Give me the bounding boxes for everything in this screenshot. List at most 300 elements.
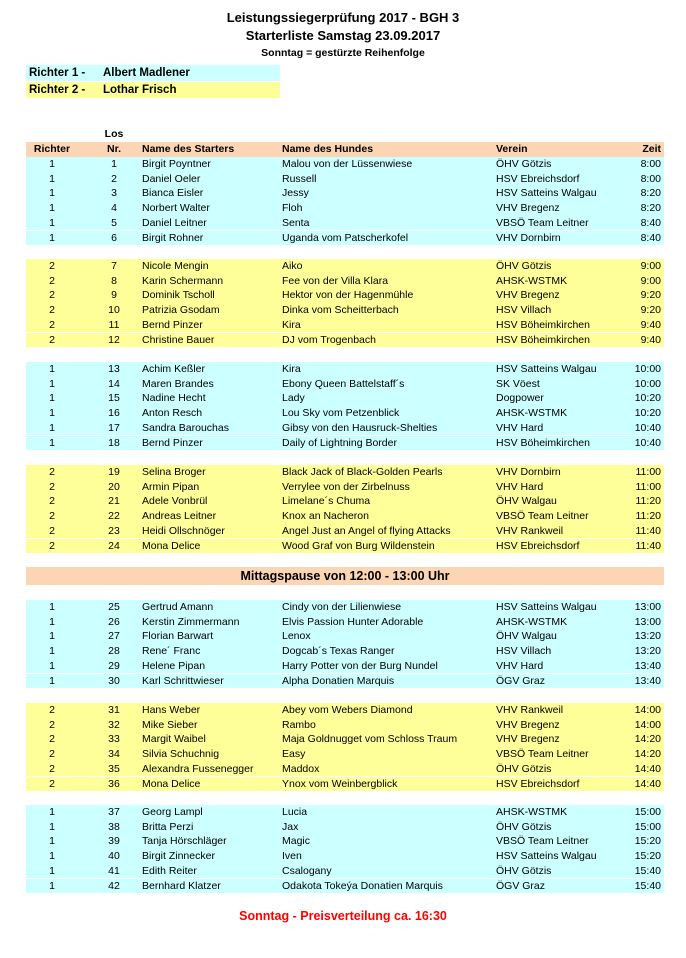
cell-richter: 2: [49, 762, 55, 775]
cell-verein: HSV Satteins Walgau: [496, 601, 597, 613]
cell-verein: ÖHV Götzis: [496, 820, 552, 833]
table-row: [26, 362, 664, 377]
cell-richter: 1: [49, 216, 55, 229]
cell-richter: 1: [49, 864, 55, 877]
cell-nr: 37: [108, 806, 120, 818]
cell-starter: Bernhard Klatzer: [142, 879, 221, 892]
column-los-top: Los: [104, 128, 124, 140]
cell-richter: 1: [49, 231, 55, 244]
cell-richter: 1: [49, 630, 55, 643]
table-row: [26, 524, 664, 539]
cell-nr: 36: [108, 777, 120, 790]
cell-zeit: 9:40: [640, 318, 661, 331]
table-row: [26, 465, 664, 480]
table-row: [26, 834, 664, 849]
cell-verein: VHV Hard: [496, 659, 544, 672]
cell-zeit: 13:20: [634, 645, 661, 658]
cell-starter: Edith Reiter: [142, 864, 197, 877]
cell-richter: 2: [49, 748, 55, 761]
table-row: [26, 259, 664, 274]
cell-nr: 41: [108, 864, 120, 877]
table-row: [26, 539, 664, 554]
cell-richter: 1: [49, 172, 55, 185]
cell-starter: Birgit Rohner: [142, 231, 204, 244]
cell-hund: Dogcab´s Texas Ranger: [282, 645, 395, 658]
table-row: [26, 391, 664, 406]
cell-hund: Abey vom Webers Diamond: [282, 704, 413, 716]
judge-1: [26, 65, 280, 81]
cell-nr: 33: [108, 733, 120, 746]
table-row: [26, 509, 664, 524]
cell-hund: Wood Graf von Burg Wildenstein: [282, 539, 435, 552]
cell-zeit: 15:20: [634, 835, 661, 848]
cell-hund: Ynox vom Weinbergblick: [282, 777, 398, 790]
cell-richter: 1: [49, 407, 55, 420]
table-row: [26, 494, 664, 509]
cell-richter: 2: [49, 333, 55, 346]
cell-verein: ÖGV Graz: [496, 879, 546, 892]
cell-zeit: 13:40: [634, 659, 661, 672]
cell-nr: 29: [108, 659, 120, 672]
cell-starter: Bernd Pinzer: [142, 436, 203, 449]
judge-2: [26, 82, 280, 98]
cell-verein: VHV Bregenz: [496, 202, 560, 215]
column-hund: Name des Hundes: [282, 143, 374, 155]
cell-richter: 1: [49, 421, 55, 434]
cell-verein: VHV Dornbirn: [496, 466, 561, 478]
table-row: [26, 333, 664, 348]
cell-verein: HSV Böheimkirchen: [496, 333, 590, 346]
cell-zeit: 8:00: [640, 158, 661, 170]
cell-zeit: 11:20: [635, 510, 661, 523]
table-row: [26, 732, 664, 747]
cell-richter: 2: [49, 289, 55, 302]
cell-verein: SK Vöest: [496, 377, 540, 390]
cell-nr: 12: [108, 333, 120, 346]
cell-nr: 40: [108, 850, 120, 863]
cell-nr: 16: [108, 407, 120, 420]
cell-hund: Jessy: [282, 187, 309, 200]
cell-hund: Fee von der Villa Klara: [282, 274, 389, 287]
cell-verein: HSV Ebreichsdorf: [496, 172, 580, 185]
cell-nr: 18: [108, 436, 120, 449]
cell-hund: Odakota Tokeýa Donatien Marquis: [282, 879, 443, 892]
cell-verein: VHV Hard: [496, 480, 544, 493]
cell-nr: 2: [111, 172, 117, 185]
cell-hund: Iven: [282, 850, 302, 863]
cell-hund: Magic: [282, 835, 311, 848]
cell-verein: ÖHV Götzis: [496, 260, 552, 272]
cell-hund: Alpha Donatien Marquis: [282, 674, 395, 687]
cell-verein: HSV Villach: [496, 304, 552, 317]
cell-starter: Bernd Pinzer: [142, 318, 203, 331]
cell-hund: Gibsy von den Hausruck-Shelties: [282, 421, 438, 434]
cell-zeit: 11:40: [635, 539, 661, 552]
cell-nr: 21: [108, 495, 120, 508]
cell-zeit: 8:40: [640, 216, 661, 229]
cell-hund: Easy: [282, 748, 306, 761]
cell-hund: Russell: [282, 172, 317, 185]
cell-richter: 1: [49, 601, 55, 613]
page-subtitle: Starterliste Samstag 23.09.2017: [245, 28, 441, 43]
cell-nr: 35: [108, 762, 120, 775]
table-row: [26, 849, 664, 864]
cell-richter: 2: [49, 510, 55, 523]
column-richter: Richter: [33, 143, 71, 155]
table-row: [26, 629, 664, 644]
cell-zeit: 8:20: [640, 202, 661, 215]
cell-hund: Ebony Queen Battelstaff´s: [282, 377, 405, 390]
cell-richter: 1: [49, 645, 55, 658]
cell-starter: Mona Delice: [142, 777, 201, 790]
column-header-row: [26, 142, 664, 157]
cell-richter: 1: [49, 806, 55, 818]
cell-richter: 2: [49, 718, 55, 731]
cell-richter: 1: [49, 436, 55, 449]
cell-zeit: 14:40: [634, 762, 661, 775]
cell-hund: DJ vom Trogenbach: [282, 333, 376, 346]
cell-starter: Margit Waibel: [142, 733, 206, 746]
cell-starter: Gertrud Amann: [142, 601, 214, 613]
cell-hund: Dinka vom Scheitterbach: [282, 304, 399, 317]
judge-2-name: Lothar Frisch: [103, 84, 177, 96]
cell-nr: 1: [111, 158, 117, 170]
cell-zeit: 8:20: [640, 187, 661, 200]
cell-verein: HSV Ebreichsdorf: [496, 777, 580, 790]
cell-nr: 22: [108, 510, 120, 523]
cell-starter: Heidi Ollschnöger: [142, 524, 225, 537]
table-row: [26, 303, 664, 318]
table-row: [26, 747, 664, 762]
cell-verein: AHSK-WSTMK: [496, 407, 568, 420]
cell-hund: Csalogany: [282, 864, 332, 877]
table-row: [26, 615, 664, 630]
cell-starter: Hans Weber: [142, 704, 201, 716]
cell-verein: ÖHV Walgau: [496, 495, 557, 508]
cell-starter: Norbert Walter: [142, 202, 210, 215]
cell-starter: Armin Pipan: [142, 480, 200, 493]
cell-zeit: 10:40: [634, 436, 661, 449]
cell-nr: 3: [111, 187, 117, 200]
cell-hund: Lady: [282, 392, 305, 405]
cell-verein: HSV Böheimkirchen: [496, 318, 590, 331]
judge-1-name: Albert Madlener: [103, 67, 190, 79]
cell-starter: Alexandra Fussenegger: [142, 762, 254, 775]
cell-richter: 2: [49, 733, 55, 746]
judge-1-label: Richter 1 -: [29, 67, 86, 79]
cell-verein: ÖHV Götzis: [496, 864, 552, 877]
cell-hund: Elvis Passion Hunter Adorable: [282, 615, 424, 628]
cell-zeit: 10:40: [634, 421, 661, 434]
cell-nr: 17: [108, 421, 120, 434]
table-row: [26, 703, 664, 718]
cell-verein: VHV Hard: [496, 421, 544, 434]
cell-richter: 2: [49, 274, 55, 287]
cell-starter: Adele Vonbrül: [142, 495, 208, 508]
cell-starter: Nadine Hecht: [142, 392, 206, 405]
cell-hund: Kira: [282, 318, 301, 331]
cell-verein: ÖHV Götzis: [496, 158, 552, 170]
cell-nr: 19: [108, 466, 120, 478]
cell-nr: 13: [108, 363, 120, 375]
cell-richter: 2: [49, 480, 55, 493]
cell-hund: Black Jack of Black-Golden Pearls: [282, 466, 443, 478]
cell-starter: Nicole Mengin: [142, 260, 209, 272]
cell-verein: VHV Bregenz: [496, 289, 560, 302]
cell-verein: AHSK-WSTMK: [496, 806, 568, 818]
table-row: [26, 805, 664, 820]
cell-richter: 1: [49, 879, 55, 892]
table-row: [26, 864, 664, 879]
cell-nr: 23: [108, 524, 120, 537]
cell-starter: Karl Schrittwieser: [142, 674, 224, 687]
table-row: [26, 288, 664, 303]
cell-nr: 20: [108, 480, 120, 493]
cell-hund: Harry Potter von der Burg Nundel: [282, 659, 438, 672]
cell-starter: Birgit Zinnecker: [142, 850, 215, 863]
cell-zeit: 15:40: [634, 864, 661, 877]
cell-verein: VHV Bregenz: [496, 718, 560, 731]
cell-verein: HSV Satteins Walgau: [496, 187, 597, 200]
cell-verein: HSV Ebreichsdorf: [496, 539, 580, 552]
cell-starter: Karin Schermann: [142, 274, 224, 287]
cell-hund: Lou Sky vom Petzenblick: [282, 407, 400, 420]
cell-nr: 6: [111, 231, 117, 244]
cell-zeit: 11:40: [635, 524, 661, 537]
judge-2-label: Richter 2 -: [29, 84, 86, 96]
table-row: [26, 436, 664, 451]
cell-starter: Christine Bauer: [142, 333, 215, 346]
footer-award-note: Sonntag - Preisverteilung ca. 16:30: [239, 909, 447, 923]
cell-starter: Georg Lampl: [142, 806, 203, 818]
cell-starter: Mona Delice: [142, 539, 201, 552]
cell-nr: 7: [111, 260, 117, 272]
cell-nr: 5: [111, 216, 117, 229]
cell-zeit: 10:20: [634, 392, 661, 405]
cell-hund: Cindy von der Lilienwiese: [282, 601, 402, 613]
cell-nr: 14: [108, 377, 120, 390]
page-title: Leistungssiegerprüfung 2017 - BGH 3: [226, 10, 460, 25]
table-row: [26, 318, 664, 333]
cell-nr: 9: [111, 289, 117, 302]
cell-zeit: 14:00: [634, 718, 661, 731]
cell-hund: Aiko: [282, 260, 303, 272]
cell-zeit: 15:00: [634, 820, 661, 833]
cell-richter: 2: [49, 524, 55, 537]
cell-zeit: 10:00: [634, 377, 661, 390]
cell-zeit: 13:40: [634, 674, 661, 687]
cell-richter: 1: [49, 377, 55, 390]
cell-nr: 34: [108, 748, 120, 761]
cell-hund: Angel Just an Angel of flying Attacks: [282, 524, 451, 537]
cell-starter: Kerstin Zimmermann: [142, 615, 240, 628]
cell-hund: Maddox: [282, 762, 320, 775]
cell-richter: 1: [49, 674, 55, 687]
cell-richter: 1: [49, 187, 55, 200]
cell-nr: 8: [111, 274, 117, 287]
cell-richter: 1: [49, 659, 55, 672]
cell-hund: Hektor von der Hagenmühle: [282, 289, 414, 302]
cell-verein: ÖHV Götzis: [496, 762, 552, 775]
cell-starter: Bianca Eisler: [142, 187, 204, 200]
cell-richter: 2: [49, 304, 55, 317]
cell-starter: Daniel Leitner: [142, 216, 207, 229]
cell-zeit: 11:00: [635, 480, 661, 493]
cell-nr: 26: [108, 615, 120, 628]
cell-zeit: 9:40: [640, 333, 661, 346]
cell-richter: 1: [49, 615, 55, 628]
cell-hund: Kira: [282, 363, 301, 375]
cell-hund: Lucia: [282, 806, 308, 818]
cell-verein: HSV Villach: [496, 645, 552, 658]
cell-zeit: 9:20: [640, 304, 661, 317]
cell-starter: Selina Broger: [142, 466, 206, 478]
table-row: [26, 274, 664, 289]
cell-verein: VBSÖ Team Leitner: [496, 835, 589, 848]
cell-nr: 15: [108, 392, 120, 405]
cell-richter: 1: [49, 363, 55, 375]
cell-nr: 32: [108, 718, 120, 731]
cell-starter: Anton Resch: [142, 407, 203, 420]
cell-zeit: 10:20: [634, 407, 661, 420]
cell-verein: HSV Böheimkirchen: [496, 436, 590, 449]
table-row: [26, 762, 664, 777]
column-nr: Nr.: [106, 143, 121, 155]
cell-hund: Verrylee von der Zirbelnuss: [282, 480, 410, 493]
cell-nr: 11: [108, 318, 120, 331]
cell-verein: AHSK-WSTMK: [496, 615, 568, 628]
cell-nr: 24: [108, 539, 120, 552]
table-row: [26, 186, 664, 201]
cell-hund: Limelane´s Chuma: [282, 495, 371, 508]
cell-verein: ÖHV Walgau: [496, 630, 557, 643]
cell-verein: VHV Rankweil: [496, 704, 564, 716]
cell-richter: 2: [49, 466, 55, 478]
table-row: [26, 201, 664, 216]
table-row: [26, 879, 664, 894]
table-row: [26, 377, 664, 392]
table-row: [26, 231, 664, 246]
cell-richter: 2: [49, 260, 55, 272]
cell-richter: 2: [49, 704, 55, 716]
cell-starter: Tanja Hörschläger: [142, 835, 227, 848]
cell-hund: Maja Goldnugget vom Schloss Traum: [282, 733, 458, 746]
table-row: [26, 421, 664, 436]
cell-verein: ÖGV Graz: [496, 674, 546, 687]
cell-richter: 2: [49, 539, 55, 552]
cell-hund: Rambo: [282, 718, 316, 731]
cell-verein: Dogpower: [496, 392, 544, 405]
page-note: Sonntag = gestürzte Reihenfolge: [261, 47, 425, 59]
cell-verein: VBSÖ Team Leitner: [496, 748, 589, 761]
column-zeit: Zeit: [642, 143, 661, 155]
cell-starter: Dominik Tscholl: [142, 289, 215, 302]
cell-hund: Malou von der Lüssenwiese: [282, 158, 413, 170]
table-row: [26, 659, 664, 674]
cell-starter: Daniel Oeler: [142, 172, 201, 185]
cell-nr: 25: [108, 601, 120, 613]
cell-starter: Sandra Barouchas: [142, 421, 229, 434]
cell-richter: 2: [49, 318, 55, 331]
cell-starter: Silvia Schuchnig: [142, 748, 220, 761]
cell-zeit: 15:40: [634, 879, 661, 892]
table-row: [26, 157, 664, 172]
cell-hund: Floh: [282, 202, 303, 215]
table-row: [26, 406, 664, 421]
cell-nr: 39: [108, 835, 120, 848]
cell-zeit: 14:40: [634, 777, 661, 790]
cell-verein: AHSK-WSTMK: [496, 274, 568, 287]
column-header-los: [26, 127, 126, 142]
cell-zeit: 13:20: [634, 630, 661, 643]
cell-hund: Knox an Nacheron: [282, 510, 369, 523]
cell-zeit: 13:00: [634, 601, 661, 613]
table-row: [26, 718, 664, 733]
cell-zeit: 14:20: [634, 733, 661, 746]
cell-zeit: 9:00: [640, 260, 661, 272]
cell-hund: Daily of Lightning Border: [282, 436, 397, 449]
cell-nr: 38: [108, 820, 120, 833]
cell-nr: 30: [108, 674, 120, 687]
cell-richter: 1: [49, 158, 55, 170]
cell-nr: 28: [108, 645, 120, 658]
cell-richter: 1: [49, 392, 55, 405]
cell-verein: VHV Rankweil: [496, 524, 564, 537]
cell-starter: Mike Sieber: [142, 718, 198, 731]
cell-richter: 1: [49, 820, 55, 833]
cell-zeit: 9:20: [640, 289, 661, 302]
cell-nr: 31: [108, 704, 120, 716]
cell-zeit: 9:00: [640, 274, 661, 287]
cell-zeit: 14:00: [634, 704, 661, 716]
cell-starter: Patrizia Gsodam: [142, 304, 220, 317]
cell-zeit: 8:00: [640, 172, 661, 185]
cell-richter: 1: [49, 850, 55, 863]
cell-verein: HSV Satteins Walgau: [496, 363, 597, 375]
cell-zeit: 15:20: [634, 850, 661, 863]
cell-zeit: 10:00: [634, 363, 661, 375]
cell-verein: VHV Dornbirn: [496, 231, 561, 244]
cell-nr: 27: [108, 630, 120, 643]
cell-verein: VHV Bregenz: [496, 733, 560, 746]
cell-starter: Andreas Leitner: [142, 510, 217, 523]
table-row: [26, 777, 664, 792]
cell-hund: Senta: [282, 216, 310, 229]
cell-richter: 1: [49, 202, 55, 215]
table-row: [26, 644, 664, 659]
cell-hund: Lenox: [282, 630, 311, 643]
table-row: [26, 216, 664, 231]
lunch-break-row: Mittagspause von 12:00 - 13:00 Uhr: [26, 567, 664, 585]
cell-starter: Helene Pipan: [142, 659, 206, 672]
table-row: [26, 480, 664, 495]
cell-starter: Britta Perzi: [142, 820, 194, 833]
cell-zeit: 8:40: [640, 231, 661, 244]
cell-zeit: 14:20: [634, 748, 661, 761]
cell-starter: Maren Brandes: [142, 377, 214, 390]
table-row: [26, 820, 664, 835]
cell-hund: Jax: [282, 820, 299, 833]
table-row: [26, 600, 664, 615]
column-verein: Verein: [496, 143, 528, 155]
cell-zeit: 13:00: [634, 615, 661, 628]
cell-starter: Rene´ Franc: [142, 645, 201, 658]
table-row: [26, 674, 664, 689]
cell-zeit: 15:00: [634, 806, 661, 818]
cell-nr: 4: [111, 202, 117, 215]
cell-richter: 2: [49, 777, 55, 790]
cell-hund: Uganda vom Patscherkofel: [282, 231, 409, 244]
